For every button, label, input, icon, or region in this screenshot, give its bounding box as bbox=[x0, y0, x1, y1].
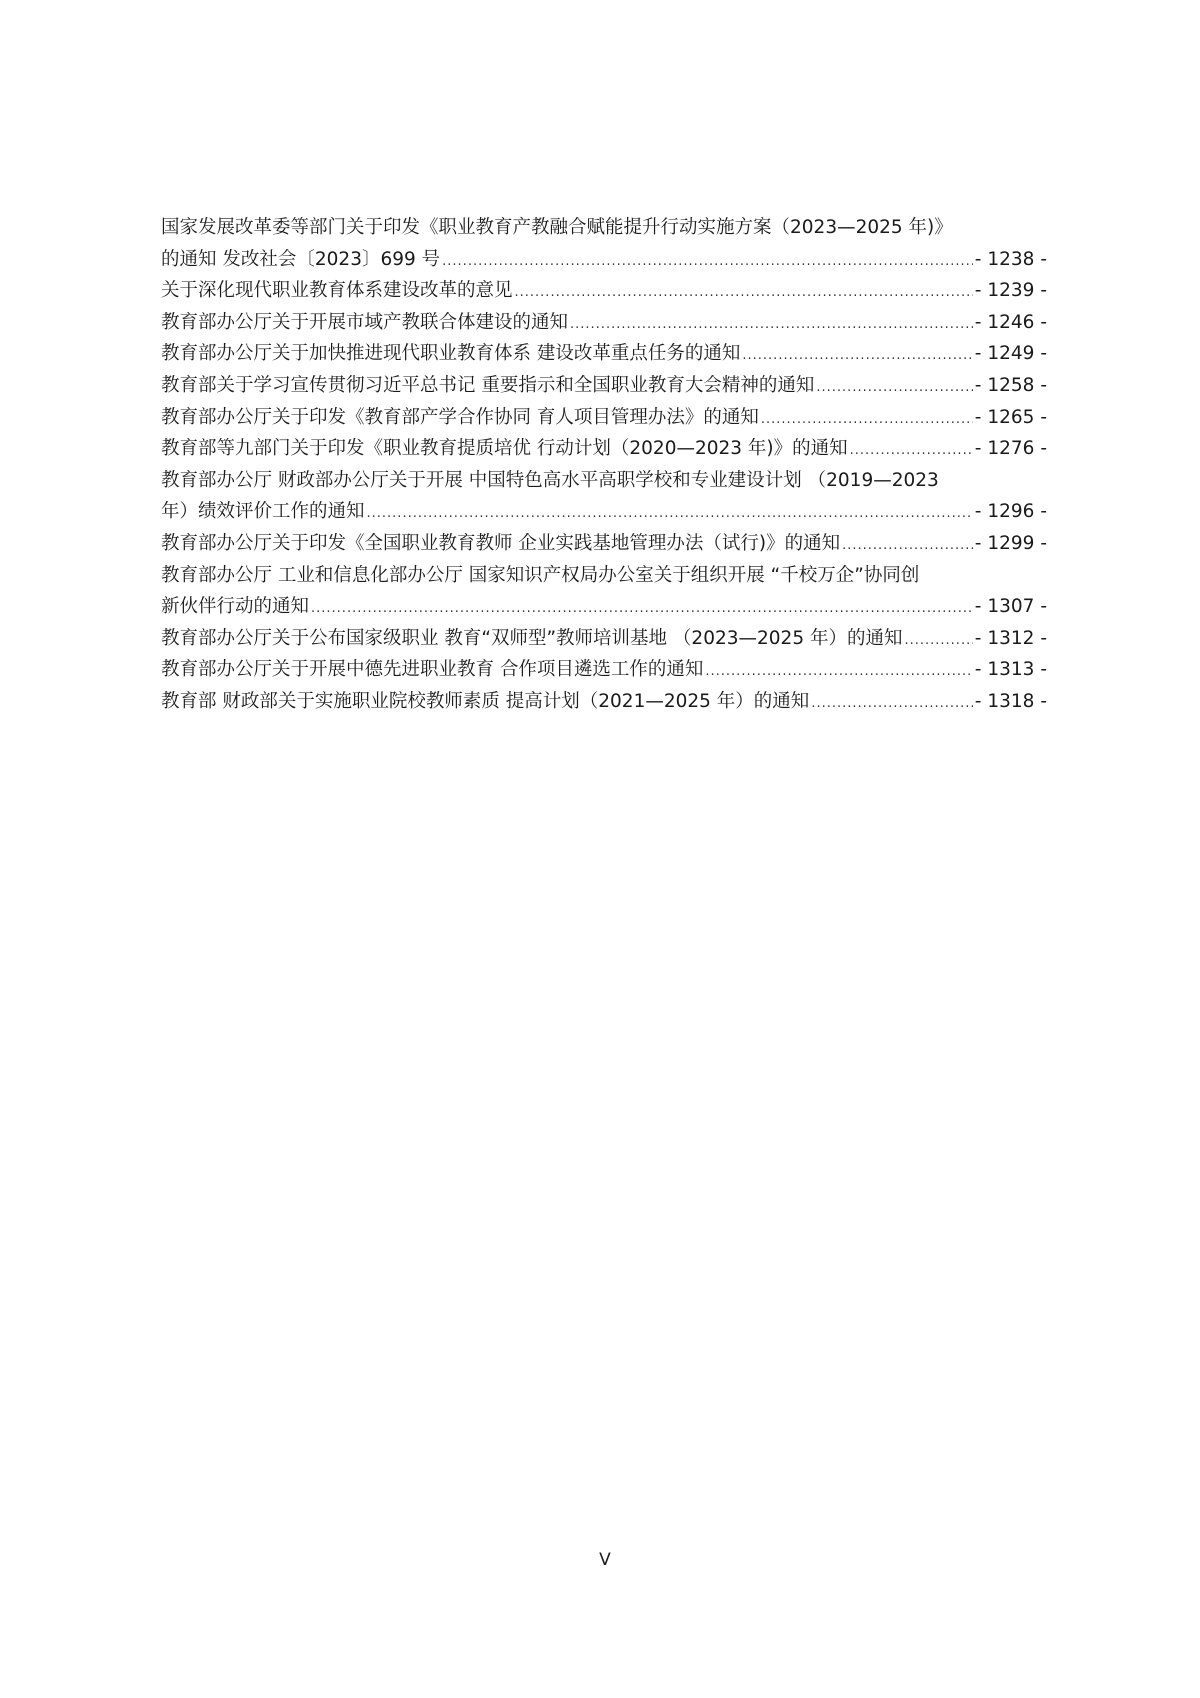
toc-entry-line bbox=[161, 465, 1047, 497]
toc-entry-title: 教育部办公厅 财政部办公厅关于开展 中国特色高水平高职学校和专业建设计划 （2019—2023 bbox=[161, 469, 939, 491]
toc-entry-title: 教育部办公厅关于印发《全国职业教育教师 企业实践基地管理办法（试行)》的通知 bbox=[161, 532, 841, 554]
toc-entry-line bbox=[161, 654, 1047, 686]
toc-page-number: - 1258 - bbox=[974, 374, 1047, 396]
toc-entry-line bbox=[161, 496, 1047, 528]
page-number: V bbox=[599, 1550, 611, 1570]
toc-entry[interactable] bbox=[161, 560, 1047, 623]
toc-entry-line bbox=[161, 338, 1047, 370]
toc-page-number: - 1312 - bbox=[974, 627, 1047, 649]
toc-entry-title: 新伙伴行动的通知 bbox=[161, 596, 310, 618]
toc-page-number: - 1246 - bbox=[974, 311, 1047, 333]
dot-leader bbox=[742, 340, 972, 372]
toc-entry-title: 教育部办公厅关于公布国家级职业 教育“双师型”教师培训基地 （2023—2025 年）的通知 bbox=[161, 627, 903, 649]
toc-page-number: - 1313 - bbox=[974, 659, 1047, 681]
toc-page-number: - 1249 - bbox=[974, 343, 1047, 365]
toc-entry[interactable] bbox=[161, 623, 1047, 655]
toc-entry-line bbox=[161, 402, 1047, 434]
toc-entry-line bbox=[161, 433, 1047, 465]
toc-page-number: - 1265 - bbox=[974, 406, 1047, 428]
toc-entry-title: 教育部办公厅关于开展市域产教联合体建设的通知 bbox=[161, 311, 569, 333]
toc-entry-title: 教育部等九部门关于印发《职业教育提质培优 行动计划（2020—2023 年)》的通知 bbox=[161, 438, 848, 460]
dot-leader bbox=[515, 277, 973, 309]
toc-entry[interactable] bbox=[161, 338, 1047, 370]
dot-leader bbox=[761, 404, 973, 436]
toc-entry-title: 关于深化现代职业教育体系建设改革的意见 bbox=[161, 280, 513, 302]
toc-entry-line bbox=[161, 212, 1047, 244]
toc-entry[interactable] bbox=[161, 212, 1047, 275]
toc-page-number: - 1318 - bbox=[974, 690, 1047, 712]
dot-leader bbox=[850, 435, 973, 467]
toc-entry[interactable] bbox=[161, 528, 1047, 560]
toc-entry-title: 教育部办公厅关于加快推进现代职业教育体系 建设改革重点任务的通知 bbox=[161, 343, 741, 365]
toc-page-number: - 1296 - bbox=[974, 501, 1047, 523]
dot-leader bbox=[442, 246, 973, 278]
toc-entry-line bbox=[161, 528, 1047, 560]
toc-entry[interactable] bbox=[161, 465, 1047, 528]
dot-leader bbox=[816, 372, 972, 404]
toc-entry-title: 的通知 发改社会〔2023〕699 号 bbox=[161, 248, 441, 270]
dot-leader bbox=[904, 625, 972, 657]
toc-page-number: - 1299 - bbox=[974, 532, 1047, 554]
dot-leader bbox=[842, 530, 973, 562]
dot-leader bbox=[311, 593, 973, 625]
toc-entry-line bbox=[161, 370, 1047, 402]
toc-entry-line bbox=[161, 244, 1047, 276]
dot-leader bbox=[811, 688, 972, 720]
toc-entry-title: 年）绩效评价工作的通知 bbox=[161, 501, 365, 523]
toc-page-number: - 1276 - bbox=[974, 438, 1047, 460]
dot-leader bbox=[367, 498, 973, 530]
dot-leader bbox=[705, 656, 972, 688]
table-of-contents bbox=[161, 212, 1047, 718]
toc-entry-title: 教育部办公厅 工业和信息化部办公厅 国家知识产权局办公室关于组织开展 “千校万企”协同创 bbox=[161, 564, 920, 586]
toc-entry-line bbox=[161, 591, 1047, 623]
toc-entry[interactable] bbox=[161, 307, 1047, 339]
toc-entry[interactable] bbox=[161, 686, 1047, 718]
toc-entry-line bbox=[161, 686, 1047, 718]
toc-entry-title: 国家发展改革委等部门关于印发《职业教育产教融合赋能提升行动实施方案（2023—2025 年)》 bbox=[161, 217, 953, 238]
toc-entry[interactable] bbox=[161, 275, 1047, 307]
toc-entry-title: 教育部关于学习宣传贯彻习近平总书记 重要指示和全国职业教育大会精神的通知 bbox=[161, 374, 815, 396]
toc-entry-line bbox=[161, 275, 1047, 307]
toc-entry[interactable] bbox=[161, 433, 1047, 465]
toc-entry[interactable] bbox=[161, 370, 1047, 402]
toc-page-number: - 1307 - bbox=[974, 596, 1047, 618]
toc-entry-line bbox=[161, 307, 1047, 339]
toc-entry-line bbox=[161, 560, 1047, 592]
toc-page-number: - 1239 - bbox=[974, 280, 1047, 302]
toc-entry-title: 教育部办公厅关于印发《教育部产学合作协同 育人项目管理办法》的通知 bbox=[161, 406, 759, 428]
toc-entry-line bbox=[161, 623, 1047, 655]
toc-entry[interactable] bbox=[161, 402, 1047, 434]
toc-entry-title: 教育部 财政部关于实施职业院校教师素质 提高计划（2021—2025 年）的通知 bbox=[161, 690, 810, 712]
toc-page-number: - 1238 - bbox=[974, 248, 1047, 270]
dot-leader bbox=[570, 309, 973, 341]
toc-entry[interactable] bbox=[161, 654, 1047, 686]
toc-entry-title: 教育部办公厅关于开展中德先进职业教育 合作项目遴选工作的通知 bbox=[161, 659, 704, 681]
